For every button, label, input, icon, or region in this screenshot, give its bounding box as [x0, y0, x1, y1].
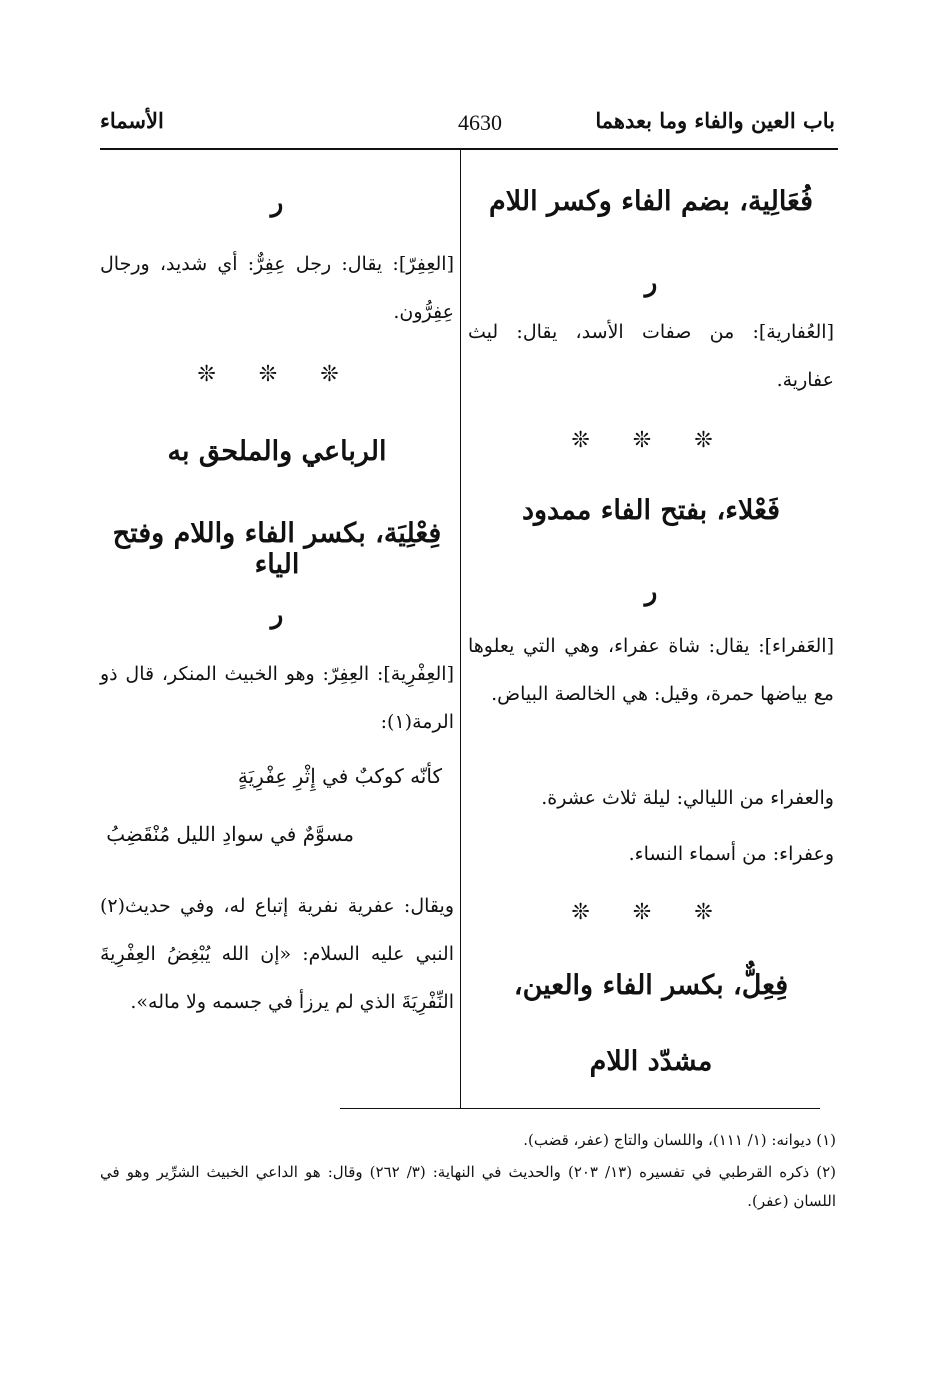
right-entry-3: والعفراء من الليالي: ليلة ثلاث عشرة.: [541, 787, 834, 809]
footnote-2: (٢) ذكره القرطبي في تفسيره (١٣/ ٢٠٣) والحديث في النهاية: (٣/ ٢٦٢) وقال: هو الداعي الخبيث الشرِّير وهو في اللسان (عفر).: [100, 1163, 836, 1210]
right-heading-2: فَعْلاء، بفتح الفاء ممدود: [521, 495, 781, 526]
left-heading-1: الرباعي والملحق به: [167, 436, 387, 467]
footnote-rule: [340, 1108, 820, 1109]
column-divider: [460, 148, 461, 1108]
left-entry-2: [العِفْرِية]: العِفِرّ: وهو الخبيث المنكر، قال ذو الرمة(١):: [100, 663, 454, 733]
left-verse-2: مسوَّمٌ في سوادِ الليل مُنْقَضِبُ: [106, 822, 354, 846]
footnote-1: (١) ديوانه: (١/ ١١١)، واللسان والتاج (عفر، قضب).: [523, 1131, 836, 1149]
right-heading-3b: مشدّد اللام: [589, 1046, 713, 1077]
left-symbol-1: ر: [270, 188, 284, 218]
right-symbol-1: ر: [644, 268, 658, 298]
left-symbol-2: ر: [270, 600, 284, 630]
right-stars-2: ❊ ❊ ❊: [571, 900, 731, 925]
right-stars-1: ❊ ❊ ❊: [571, 428, 731, 453]
right-symbol-2: ر: [644, 577, 658, 607]
running-header-right: باب العين والفاء وما بعدهما: [595, 108, 835, 133]
left-entry-3: ويقال: عفرية نفرية إتباع له، وفي حديث(٢) النبي عليه السلام: «إن الله يُبْغِضُ العِفْرِيةَ النِّفْرِيَةَ الذي لم يرزأ في جسمه ولا ماله».: [100, 895, 454, 1013]
right-heading-3a: فِعِلٌّ، بكسر الفاء والعين،: [513, 970, 789, 1001]
left-stars-1: ❊ ❊ ❊: [197, 362, 357, 387]
header-rule: [100, 148, 838, 150]
right-heading-1: فُعَالِية، بضم الفاء وكسر اللام: [489, 186, 813, 217]
page-number: 4630: [458, 110, 502, 135]
left-verse-1: كأنّه كوكبٌ في إِثْرِ عِفْرِيَةٍ: [237, 764, 442, 788]
left-heading-2: فِعْلِيَة، بكسر الفاء واللام وفتح الياء: [112, 518, 442, 580]
left-entry-1: [العِفِرّ]: يقال: رجل عِفِرٌّ: أي شديد، ورجال عِفِرُّون.: [100, 253, 454, 323]
running-header-left: الأسماء: [100, 108, 164, 133]
right-entry-1: [العُفارية]: من صفات الأسد، يقال: ليث عفارية.: [468, 321, 834, 391]
right-entry-4: وعفراء: من أسماء النساء.: [628, 843, 834, 865]
right-entry-2: [العَفراء]: يقال: شاة عفراء، وهي التي يعلوها مع بياضها حمرة، وقيل: هي الخالصة البياض.: [468, 635, 834, 705]
